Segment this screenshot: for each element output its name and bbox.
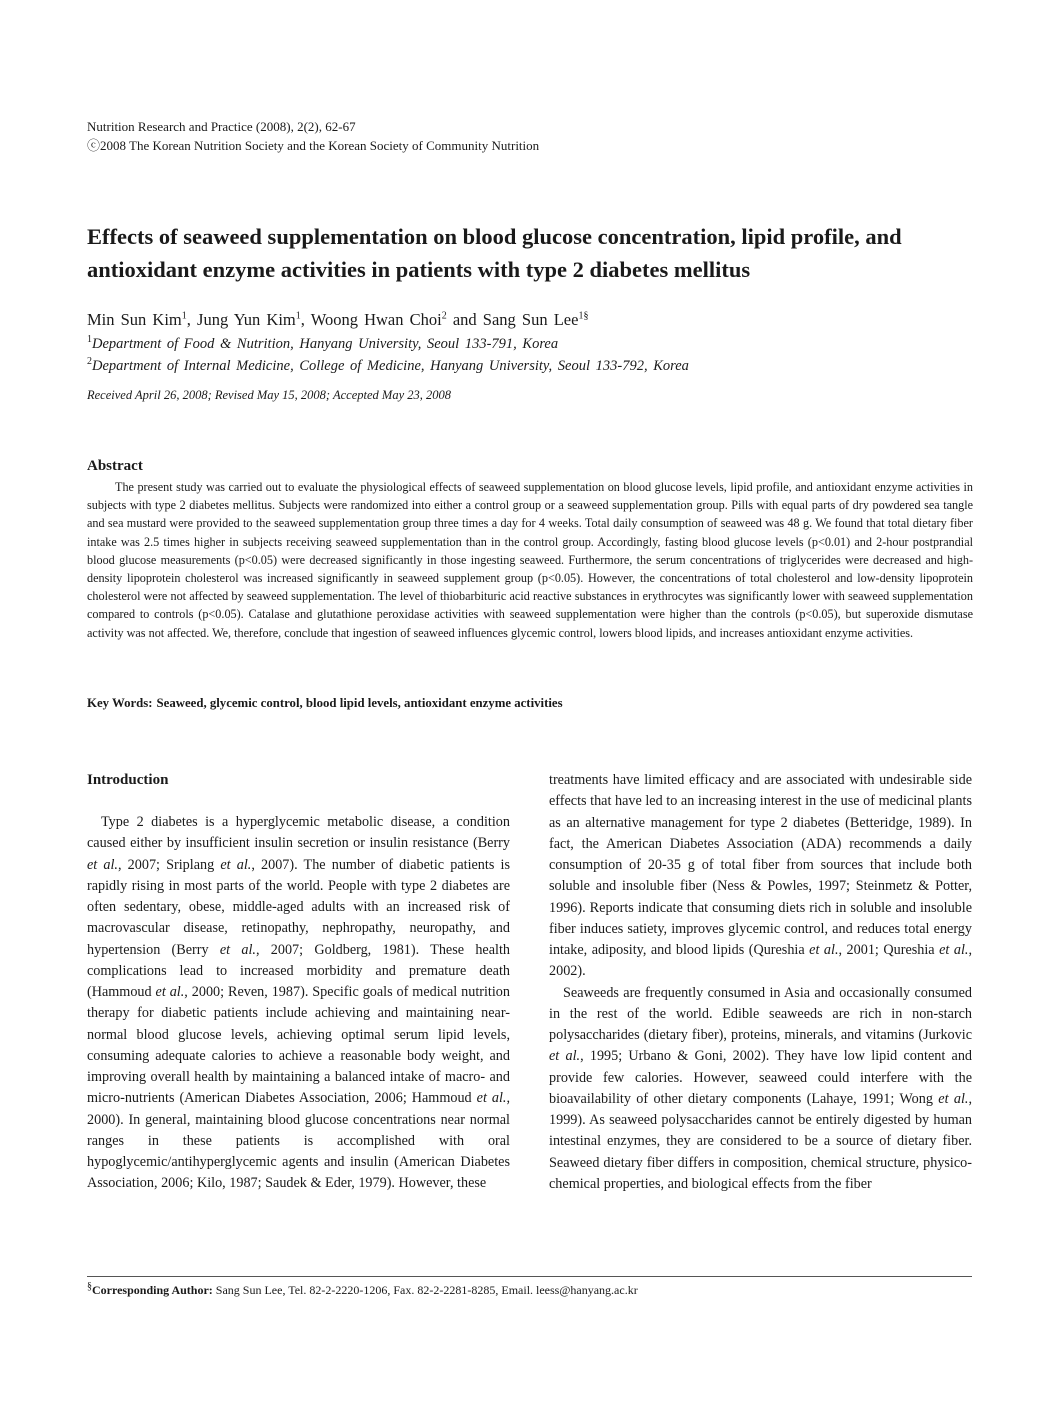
keywords-label: Key Words: [87, 696, 153, 710]
author-separator: , [300, 310, 311, 329]
citation-et-al: et al. [809, 942, 839, 958]
affiliation-text: Department of Internal Medicine, College of Medicine, Hanyang University, Seoul 133-792, Korea [92, 358, 689, 374]
abstract-text: The present study was carried out to evaluate the physiological effects of seaweed supplementation on blood glucose levels, lipid profile, and antioxidant enzyme activities in subjects with type 2 diabetes mellitus. Subjects were randomized into either a control group or a seaweed supplementation group. Pills with equal parts of dry powdered sea tangle and sea mustard were provided to the seaweed supplementation group three times a day for 4 weeks. Total daily consumption of seaweed was 48 g. We found that total dietary fiber intake was 2.5 times higher in subjects receiving seaweed supplementation than in the control group. Accordingly, fasting blood glucose levels (p<0.01) and 2-hour postprandial blood glucose measurements (p<0.05) were decreased significantly in those ingesting seaweed. Furthermore, the serum concentrations of triglycerides were decreased and high-density lipoprotein cholesterol was increased significantly in seaweed supplement group (p<0.05). However, the concentrations of total cholesterol and low-density lipoprotein cholesterol were not affected by seaweed supplementation. The level of thiobarbituric acid reactive substances in erythrocytes was significantly lower with seaweed supplementation compared to controls (p<0.05). Catalase and glutathione peroxidase activities with seaweed supplementation were higher than the controls (p<0.05), but superoxide dismutase activity was not affected. We, therefore, conclude that ingestion of seaweed influences glycemic control, lowers blood lipids, and increases antioxidant enzyme activities. [87, 480, 973, 640]
affiliation-2 [87, 356, 689, 376]
journal-header [87, 117, 539, 155]
author-affiliation-mark: 1 [295, 310, 301, 322]
citation-et-al: et al. [939, 942, 969, 958]
author-affiliation-mark: 1§ [578, 310, 589, 322]
right-column [549, 770, 972, 1195]
intro-paragraph-1: Type 2 diabetes is a hyperglycemic metabolic disease, a condition caused either by insufficient insulin secretion or insulin resistance (Berry et al., 2007; Sriplang et al., 2007). The number of diabetic patients is rapidly rising in most parts of the world. People with type 2 diabetes are often sedentary, obese, middle-aged adults with an increased risk of macrovascular disease, retinopathy, nephropathy, neuropathy, and hypertension (Berry et al., 2007; Goldberg, 1981). These health complications lead to increased morbidity and premature death (Hammoud et al., 2000; Reven, 1987). Specific goals of medical nutrition therapy for diabetic patients include achieving and maintaining near-normal blood glucose levels, achieving optimal serum lipid levels, consuming adequate calories to achieve a reasonable body weight, and improving overall health by maintaining a balanced intake of macro- and micro-nutrients (American Diabetes Association, 2006; Hammoud et al., 2000). In general, maintaining blood glucose concentrations near normal ranges in these patients is accomplished with oral hypoglycemic/antihyperglycemic agents and insulin (American Diabetes Association, 2006; Kilo, 1987; Saudek & Eder, 1979). However, these [87, 814, 510, 1192]
paper-title: Effects of seaweed supplementation on blood glucose concentration, lipid profile, and antioxidant enzyme activities in patients with type 2 diabetes mellitus [87, 224, 902, 282]
author-name: Min Sun Kim [87, 310, 182, 329]
citation-et-al: et al. [549, 1048, 581, 1065]
keywords [87, 694, 563, 712]
intro-paragraph-2: treatments have limited efficacy and are associated with undesirable side effects that have led to an increasing interest in the use of medicinal plants as an alternative management for type 2 diabetes (Betteridge, 1989). In fact, the American Diabetes Association (ADA) recommends a daily consumption of 20-35 g of total fiber from sources that include both soluble and insoluble fiber (Ness & Powles, 1997; Steinmetz & Potter, 1996). Reports indicate that consuming diets rich in soluble and insoluble fiber induces satiety, improves glycemic control, and reduces total energy intake, adiposity, and blood lipids (Qureshia et al., 2001; Qureshia et al., 2002). [549, 772, 972, 980]
journal-citation: Nutrition Research and Practice (2008), 2(2), 62-67 [87, 119, 356, 134]
author-affiliation-mark: 1 [181, 310, 187, 322]
citation-et-al: et al. [476, 1090, 507, 1107]
keywords-text: Seaweed, glycemic control, blood lipid levels, antioxidant enzyme activities [156, 696, 563, 710]
author-affiliation-mark: 2 [441, 310, 447, 322]
citation-et-al: et al. [87, 856, 118, 873]
affiliation-text: Department of Food & Nutrition, Hanyang University, Seoul 133-791, Korea [92, 336, 559, 352]
footnote-label: Corresponding Author: [92, 1283, 213, 1297]
citation-et-al: et al. [220, 856, 252, 873]
affiliation-mark: 1 [87, 334, 92, 346]
author-separator: , [186, 310, 198, 329]
affiliation-mark: 2 [87, 356, 92, 368]
citation-et-al: et al. [938, 1090, 969, 1107]
introduction-heading: Introduction [87, 772, 169, 788]
author-name: Jung Yun Kim [197, 310, 296, 329]
author-name: Sang Sun Lee [482, 310, 579, 329]
abstract-heading: Abstract [87, 458, 143, 474]
intro-paragraph-3: Seaweeds are frequently consumed in Asia and occasionally consumed in the rest of the world. Edible seaweeds are rich in non-starch polysaccharides (dietary fiber), proteins, minerals, and vitamins (Jurkovic et al., 1995; Urbano & Goni, 2002). They have low lipid content and provide few calories. However, seaweed could interfere with the bioavailability of other dietary components (Lahaye, 1991; Wong et al., 1999). As seaweed polysaccharides cannot be entirely digested by human intestinal enzymes, they are considered to be a source of dietary fiber. Seaweed dietary fiber differs in composition, chemical structure, physico-chemical properties, and biological effects from the fiber [549, 984, 973, 1192]
copyright-line: ⓒ2008 The Korean Nutrition Society and the Korean Society of Community Nutrition [87, 138, 540, 153]
citation-et-al: et al. [155, 984, 185, 1000]
received-dates: Received April 26, 2008; Revised May 15, 2008; Accepted May 23, 2008 [87, 388, 452, 402]
corresponding-author-footnote [87, 1281, 638, 1299]
left-column [87, 770, 510, 1195]
author-list [87, 309, 588, 331]
author-separator: and [446, 310, 483, 329]
footnote-marker: § [87, 1281, 92, 1292]
affiliation-1 [87, 334, 558, 354]
author-name: Woong Hwan Choi [310, 310, 442, 329]
footnote-text: Sang Sun Lee, Tel. 82-2-2220-1206, Fax. 82-2-2281-8285, Email. leess@hanyang.ac.kr [215, 1283, 638, 1297]
footnote-rule [87, 1276, 972, 1277]
citation-et-al: et al. [219, 941, 256, 958]
